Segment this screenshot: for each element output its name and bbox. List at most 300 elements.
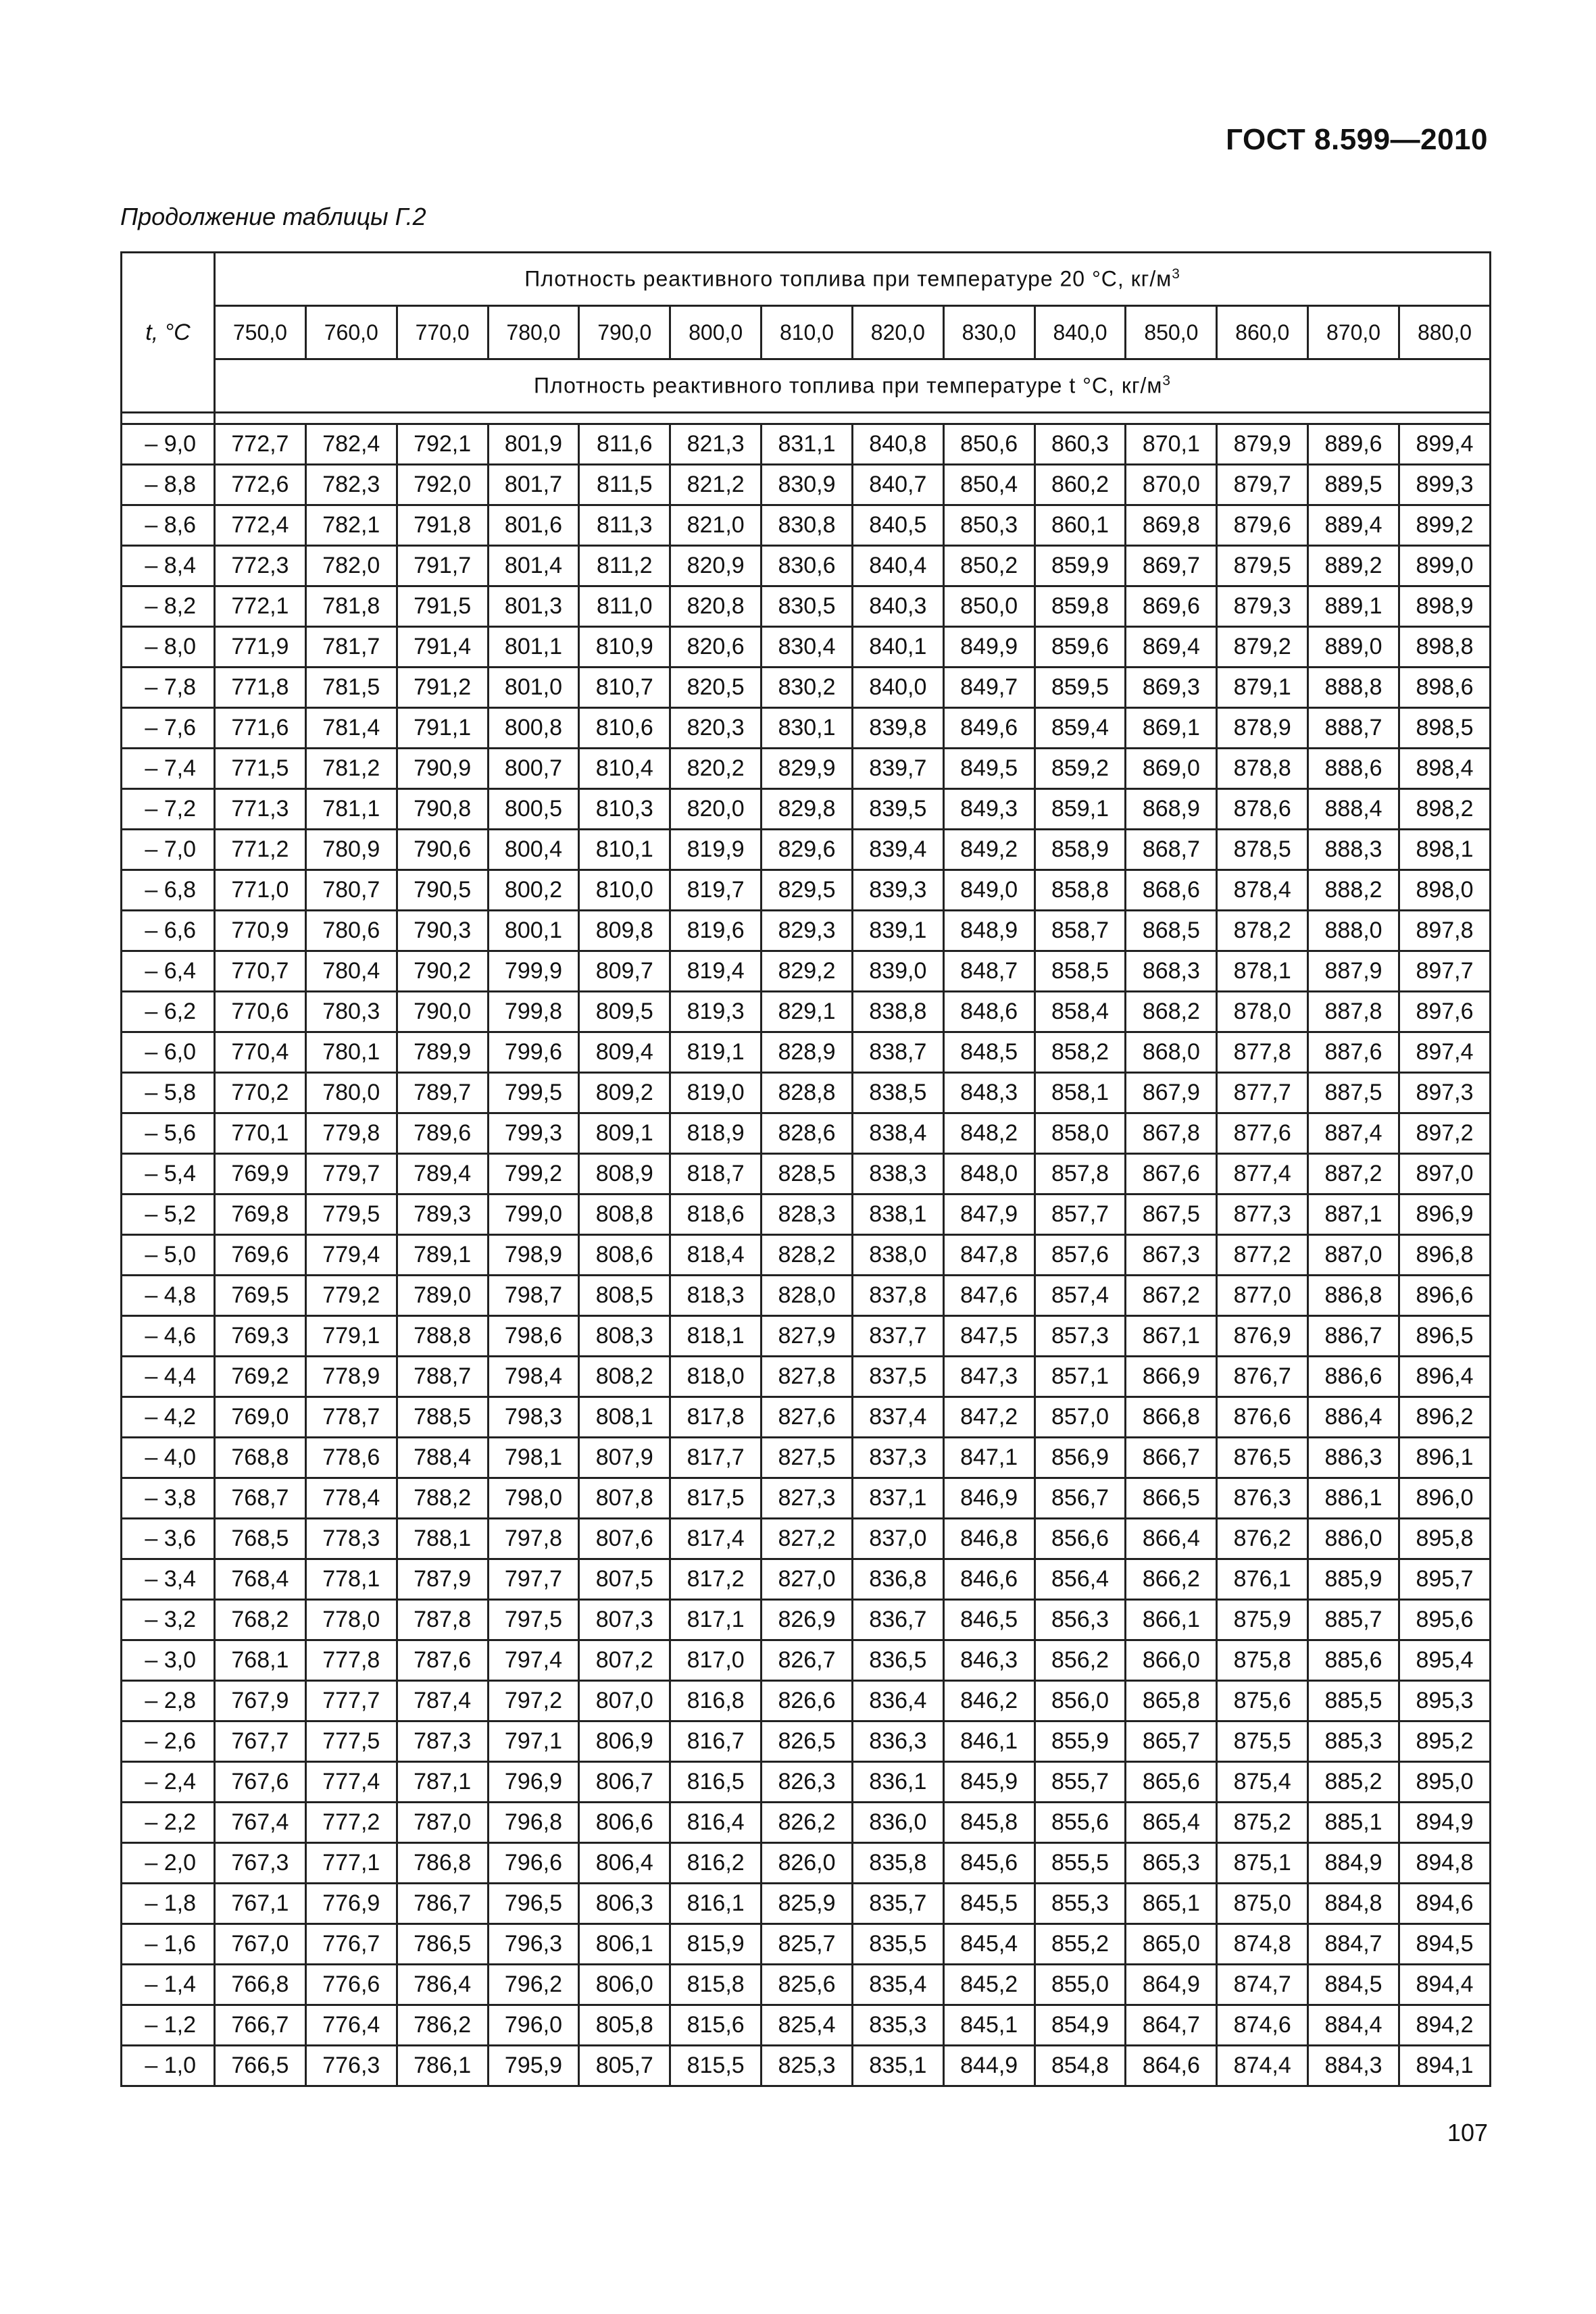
- density-cell: 782,1: [305, 505, 397, 546]
- temperature-cell: – 4,8: [122, 1276, 215, 1316]
- density-cell: 816,7: [670, 1721, 762, 1762]
- density-cell: 875,0: [1217, 1884, 1308, 1924]
- density-cell: 869,7: [1126, 546, 1217, 586]
- density-cell: 888,6: [1308, 749, 1399, 789]
- density-cell: 768,2: [215, 1600, 306, 1640]
- density-cell: 828,6: [762, 1113, 853, 1154]
- density-cell: 805,7: [579, 2046, 670, 2086]
- density-cell: 770,1: [215, 1113, 306, 1154]
- density-cell: 885,2: [1308, 1762, 1399, 1803]
- temperature-cell: – 2,8: [122, 1681, 215, 1721]
- density-cell: 810,9: [579, 627, 670, 668]
- column-header: 810,0: [762, 306, 853, 359]
- density-cell: 826,3: [762, 1762, 853, 1803]
- temperature-cell: – 6,6: [122, 911, 215, 951]
- density-cell: 818,1: [670, 1316, 762, 1357]
- density-cell: 845,4: [943, 1924, 1034, 1965]
- density-cell: 799,5: [488, 1073, 579, 1113]
- density-cell: 887,5: [1308, 1073, 1399, 1113]
- density-cell: 819,7: [670, 870, 762, 911]
- density-cell: 845,1: [943, 2005, 1034, 2046]
- density-cell: 820,9: [670, 546, 762, 586]
- density-cell: 825,7: [762, 1924, 853, 1965]
- density-cell: 886,7: [1308, 1316, 1399, 1357]
- density-cell: 810,4: [579, 749, 670, 789]
- density-cell: 827,5: [762, 1438, 853, 1478]
- density-cell: 897,6: [1399, 992, 1490, 1032]
- density-cell: 847,8: [943, 1235, 1034, 1276]
- temperature-cell: – 1,6: [122, 1924, 215, 1965]
- density-cell: 829,2: [762, 951, 853, 992]
- density-cell: 858,0: [1034, 1113, 1126, 1154]
- density-cell: 790,6: [397, 830, 488, 870]
- density-cell: 840,4: [852, 546, 943, 586]
- density-cell: 788,8: [397, 1316, 488, 1357]
- density-cell: 811,2: [579, 546, 670, 586]
- density-cell: 838,3: [852, 1154, 943, 1194]
- temperature-cell: – 6,0: [122, 1032, 215, 1073]
- density-cell: 836,1: [852, 1762, 943, 1803]
- density-cell: 857,6: [1034, 1235, 1126, 1276]
- density-cell: 801,7: [488, 465, 579, 505]
- density-cell: 816,2: [670, 1843, 762, 1884]
- density-cell: 787,3: [397, 1721, 488, 1762]
- density-cell: 809,2: [579, 1073, 670, 1113]
- temperature-cell: – 3,2: [122, 1600, 215, 1640]
- density-cell: 876,1: [1217, 1559, 1308, 1600]
- density-cell: 809,8: [579, 911, 670, 951]
- density-cell: 886,8: [1308, 1276, 1399, 1316]
- density-cell: 849,6: [943, 708, 1034, 749]
- density-cell: 869,4: [1126, 627, 1217, 668]
- density-cell: 817,5: [670, 1478, 762, 1519]
- density-cell: 787,4: [397, 1681, 488, 1721]
- density-cell: 798,3: [488, 1397, 579, 1438]
- density-cell: 889,1: [1308, 586, 1399, 627]
- density-cell: 781,8: [305, 586, 397, 627]
- separator-cell: [215, 413, 1491, 424]
- density-cell: 808,2: [579, 1357, 670, 1397]
- density-cell: 865,6: [1126, 1762, 1217, 1803]
- density-cell: 896,4: [1399, 1357, 1490, 1397]
- density-cell: 797,4: [488, 1640, 579, 1681]
- density-cell: 808,1: [579, 1397, 670, 1438]
- density-cell: 887,2: [1308, 1154, 1399, 1194]
- density-cell: 779,8: [305, 1113, 397, 1154]
- density-cell: 897,7: [1399, 951, 1490, 992]
- density-cell: 898,8: [1399, 627, 1490, 668]
- density-cell: 820,3: [670, 708, 762, 749]
- density-cell: 885,7: [1308, 1600, 1399, 1640]
- density-cell: 868,6: [1126, 870, 1217, 911]
- density-cell: 858,4: [1034, 992, 1126, 1032]
- table-row: [122, 1357, 1491, 1397]
- density-cell: 826,9: [762, 1600, 853, 1640]
- temperature-cell: – 8,4: [122, 546, 215, 586]
- density-cell: 887,1: [1308, 1194, 1399, 1235]
- density-cell: 837,8: [852, 1276, 943, 1316]
- density-cell: 806,4: [579, 1843, 670, 1884]
- temperature-cell: – 3,6: [122, 1519, 215, 1559]
- density-cell: 807,5: [579, 1559, 670, 1600]
- density-cell: 859,6: [1034, 627, 1126, 668]
- density-cell: 792,0: [397, 465, 488, 505]
- density-cell: 858,1: [1034, 1073, 1126, 1113]
- density-cell: 780,0: [305, 1073, 397, 1113]
- density-cell: 864,9: [1126, 1965, 1217, 2005]
- density-table: [120, 251, 1491, 2087]
- temperature-cell: – 1,0: [122, 2046, 215, 2086]
- density-cell: 877,3: [1217, 1194, 1308, 1235]
- density-cell: 767,3: [215, 1843, 306, 1884]
- density-cell: 780,3: [305, 992, 397, 1032]
- density-cell: 768,4: [215, 1559, 306, 1600]
- density-cell: 820,6: [670, 627, 762, 668]
- density-cell: 884,8: [1308, 1884, 1399, 1924]
- density-cell: 825,3: [762, 2046, 853, 2086]
- table-caption: Продолжение таблицы Г.2: [120, 203, 426, 230]
- density-cell: 848,0: [943, 1154, 1034, 1194]
- table-row: [122, 789, 1491, 830]
- density-cell: 779,7: [305, 1154, 397, 1194]
- density-cell: 787,9: [397, 1559, 488, 1600]
- density-cell: 866,0: [1126, 1640, 1217, 1681]
- density-cell: 819,0: [670, 1073, 762, 1113]
- density-cell: 866,4: [1126, 1519, 1217, 1559]
- density-cell: 786,2: [397, 2005, 488, 2046]
- density-cell: 808,6: [579, 1235, 670, 1276]
- density-cell: 856,3: [1034, 1600, 1126, 1640]
- density-cell: 889,6: [1308, 424, 1399, 465]
- density-cell: 811,6: [579, 424, 670, 465]
- table-row: [122, 1965, 1491, 2005]
- density-cell: 780,7: [305, 870, 397, 911]
- density-cell: 790,2: [397, 951, 488, 992]
- density-cell: 865,0: [1126, 1924, 1217, 1965]
- density-cell: 858,5: [1034, 951, 1126, 992]
- density-cell: 818,9: [670, 1113, 762, 1154]
- density-cell: 898,6: [1399, 668, 1490, 708]
- table-row: [122, 1721, 1491, 1762]
- density-cell: 869,0: [1126, 749, 1217, 789]
- density-cell: 828,8: [762, 1073, 853, 1113]
- temperature-cell: – 3,8: [122, 1478, 215, 1519]
- density-cell: 866,9: [1126, 1357, 1217, 1397]
- density-cell: 887,9: [1308, 951, 1399, 992]
- density-cell: 801,3: [488, 586, 579, 627]
- density-cell: 836,8: [852, 1559, 943, 1600]
- density-cell: 778,4: [305, 1478, 397, 1519]
- density-cell: 815,8: [670, 1965, 762, 2005]
- temperature-cell: – 2,4: [122, 1762, 215, 1803]
- temperature-cell: – 6,2: [122, 992, 215, 1032]
- density-cell: 857,7: [1034, 1194, 1126, 1235]
- density-cell: 869,1: [1126, 708, 1217, 749]
- density-cell: 819,9: [670, 830, 762, 870]
- density-cell: 781,7: [305, 627, 397, 668]
- table-row: [122, 1681, 1491, 1721]
- density-cell: 800,2: [488, 870, 579, 911]
- density-cell: 769,2: [215, 1357, 306, 1397]
- density-cell: 827,8: [762, 1357, 853, 1397]
- density-cell: 857,4: [1034, 1276, 1126, 1316]
- density-cell: 859,2: [1034, 749, 1126, 789]
- density-cell: 840,3: [852, 586, 943, 627]
- density-cell: 820,2: [670, 749, 762, 789]
- density-cell: 825,6: [762, 1965, 853, 2005]
- temperature-cell: – 5,6: [122, 1113, 215, 1154]
- temperature-cell: – 7,6: [122, 708, 215, 749]
- density-cell: 777,1: [305, 1843, 397, 1884]
- density-cell: 768,7: [215, 1478, 306, 1519]
- density-cell: 869,6: [1126, 586, 1217, 627]
- density-cell: 796,9: [488, 1762, 579, 1803]
- density-cell: 858,9: [1034, 830, 1126, 870]
- density-cell: 849,2: [943, 830, 1034, 870]
- density-cell: 878,9: [1217, 708, 1308, 749]
- density-cell: 768,5: [215, 1519, 306, 1559]
- temperature-cell: – 5,8: [122, 1073, 215, 1113]
- table-row: [122, 1397, 1491, 1438]
- density-cell: 874,7: [1217, 1965, 1308, 2005]
- density-cell: 876,6: [1217, 1397, 1308, 1438]
- density-cell: 801,6: [488, 505, 579, 546]
- density-cell: 817,4: [670, 1519, 762, 1559]
- density-cell: 875,4: [1217, 1762, 1308, 1803]
- density-cell: 767,4: [215, 1803, 306, 1843]
- temperature-cell: – 9,0: [122, 424, 215, 465]
- density-cell: 777,4: [305, 1762, 397, 1803]
- density-cell: 789,6: [397, 1113, 488, 1154]
- density-cell: 896,1: [1399, 1438, 1490, 1478]
- density-cell: 865,8: [1126, 1681, 1217, 1721]
- density-cell: 789,9: [397, 1032, 488, 1073]
- density-cell: 800,5: [488, 789, 579, 830]
- table-row: [122, 2046, 1491, 2086]
- density-cell: 879,7: [1217, 465, 1308, 505]
- density-cell: 885,5: [1308, 1681, 1399, 1721]
- density-cell: 874,8: [1217, 1924, 1308, 1965]
- density-cell: 789,0: [397, 1276, 488, 1316]
- density-cell: 788,5: [397, 1397, 488, 1438]
- column-header: 790,0: [579, 306, 670, 359]
- density-cell: 856,0: [1034, 1681, 1126, 1721]
- density-cell: 796,6: [488, 1843, 579, 1884]
- density-cell: 801,9: [488, 424, 579, 465]
- density-cell: 778,6: [305, 1438, 397, 1478]
- density-cell: 776,6: [305, 1965, 397, 2005]
- density-cell: 888,8: [1308, 668, 1399, 708]
- density-cell: 770,7: [215, 951, 306, 992]
- density-cell: 856,7: [1034, 1478, 1126, 1519]
- density-cell: 845,5: [943, 1884, 1034, 1924]
- density-cell: 846,9: [943, 1478, 1034, 1519]
- density-cell: 878,4: [1217, 870, 1308, 911]
- density-cell: 829,6: [762, 830, 853, 870]
- density-cell: 836,7: [852, 1600, 943, 1640]
- density-cell: 817,1: [670, 1600, 762, 1640]
- density-cell: 874,6: [1217, 2005, 1308, 2046]
- density-cell: 884,7: [1308, 1924, 1399, 1965]
- density-cell: 895,6: [1399, 1600, 1490, 1640]
- density-cell: 831,1: [762, 424, 853, 465]
- density-cell: 868,5: [1126, 911, 1217, 951]
- density-cell: 777,7: [305, 1681, 397, 1721]
- density-cell: 868,2: [1126, 992, 1217, 1032]
- temperature-cell: – 5,4: [122, 1154, 215, 1194]
- density-cell: 818,6: [670, 1194, 762, 1235]
- density-cell: 875,6: [1217, 1681, 1308, 1721]
- column-header: 780,0: [488, 306, 579, 359]
- density-cell: 819,3: [670, 992, 762, 1032]
- density-cell: 867,3: [1126, 1235, 1217, 1276]
- density-cell: 847,2: [943, 1397, 1034, 1438]
- density-cell: 836,5: [852, 1640, 943, 1681]
- density-cell: 776,3: [305, 2046, 397, 2086]
- table-row: [122, 1803, 1491, 1843]
- density-cell: 766,5: [215, 2046, 306, 2086]
- density-cell: 799,0: [488, 1194, 579, 1235]
- density-cell: 777,5: [305, 1721, 397, 1762]
- density-cell: 819,6: [670, 911, 762, 951]
- density-cell: 879,2: [1217, 627, 1308, 668]
- density-cell: 895,7: [1399, 1559, 1490, 1600]
- density-cell: 827,2: [762, 1519, 853, 1559]
- density-cell: 888,7: [1308, 708, 1399, 749]
- temperature-cell: – 4,0: [122, 1438, 215, 1478]
- density-cell: 828,2: [762, 1235, 853, 1276]
- density-cell: 846,8: [943, 1519, 1034, 1559]
- density-cell: 875,1: [1217, 1843, 1308, 1884]
- density-cell: 840,5: [852, 505, 943, 546]
- temperature-cell: – 8,6: [122, 505, 215, 546]
- density-cell: 781,4: [305, 708, 397, 749]
- density-cell: 865,7: [1126, 1721, 1217, 1762]
- temperature-cell: – 6,4: [122, 951, 215, 992]
- density-cell: 786,8: [397, 1843, 488, 1884]
- density-cell: 806,0: [579, 1965, 670, 2005]
- density-cell: 809,4: [579, 1032, 670, 1073]
- density-cell: 870,0: [1126, 465, 1217, 505]
- density-cell: 845,9: [943, 1762, 1034, 1803]
- density-cell: 899,4: [1399, 424, 1490, 465]
- density-cell: 829,1: [762, 992, 853, 1032]
- density-cell: 898,9: [1399, 586, 1490, 627]
- density-cell: 807,0: [579, 1681, 670, 1721]
- density-cell: 887,4: [1308, 1113, 1399, 1154]
- table-row: [122, 992, 1491, 1032]
- top-title: Плотность реактивного топлива при температуре 20 °С, $кг/м^3$: [215, 253, 1491, 306]
- density-cell: 791,8: [397, 505, 488, 546]
- density-cell: 827,6: [762, 1397, 853, 1438]
- density-cell: 789,1: [397, 1235, 488, 1276]
- table-row: [122, 749, 1491, 789]
- density-cell: 896,6: [1399, 1276, 1490, 1316]
- density-cell: 787,8: [397, 1600, 488, 1640]
- density-cell: 769,8: [215, 1194, 306, 1235]
- density-cell: 790,9: [397, 749, 488, 789]
- density-cell: 858,8: [1034, 870, 1126, 911]
- temperature-cell: – 2,2: [122, 1803, 215, 1843]
- column-header: 840,0: [1034, 306, 1126, 359]
- density-cell: 867,9: [1126, 1073, 1217, 1113]
- temperature-cell: – 8,8: [122, 465, 215, 505]
- density-cell: 809,7: [579, 951, 670, 992]
- density-cell: 846,6: [943, 1559, 1034, 1600]
- density-cell: 894,2: [1399, 2005, 1490, 2046]
- density-cell: 857,0: [1034, 1397, 1126, 1438]
- density-cell: 825,4: [762, 2005, 853, 2046]
- density-cell: 894,1: [1399, 2046, 1490, 2086]
- density-cell: 766,8: [215, 1965, 306, 2005]
- density-cell: 800,8: [488, 708, 579, 749]
- density-cell: 877,0: [1217, 1276, 1308, 1316]
- density-cell: 767,6: [215, 1762, 306, 1803]
- density-cell: 791,5: [397, 586, 488, 627]
- density-cell: 817,7: [670, 1438, 762, 1478]
- table-row: [122, 1559, 1491, 1600]
- density-cell: 885,6: [1308, 1640, 1399, 1681]
- density-cell: 879,5: [1217, 546, 1308, 586]
- table-row: [122, 465, 1491, 505]
- density-cell: 836,0: [852, 1803, 943, 1843]
- density-cell: 788,1: [397, 1519, 488, 1559]
- density-cell: 808,5: [579, 1276, 670, 1316]
- table-row: [122, 1519, 1491, 1559]
- density-cell: 769,3: [215, 1316, 306, 1357]
- density-cell: 809,1: [579, 1113, 670, 1154]
- header-row-top: [122, 253, 1491, 306]
- table-body: [122, 424, 1491, 2086]
- density-cell: 895,2: [1399, 1721, 1490, 1762]
- density-cell: 848,5: [943, 1032, 1034, 1073]
- density-cell: 868,7: [1126, 830, 1217, 870]
- density-cell: 860,3: [1034, 424, 1126, 465]
- density-cell: 810,6: [579, 708, 670, 749]
- density-cell: 894,4: [1399, 1965, 1490, 2005]
- density-cell: 829,5: [762, 870, 853, 911]
- table-row: [122, 951, 1491, 992]
- density-cell: 778,7: [305, 1397, 397, 1438]
- density-cell: 886,3: [1308, 1438, 1399, 1478]
- table-row: [122, 1194, 1491, 1235]
- density-cell: 811,5: [579, 465, 670, 505]
- bottom-title: Плотность реактивного топлива при температуре t °С, $кг/м^3$: [215, 359, 1491, 413]
- density-cell: 806,1: [579, 1924, 670, 1965]
- density-cell: 830,1: [762, 708, 853, 749]
- density-cell: 826,5: [762, 1721, 853, 1762]
- density-cell: 829,3: [762, 911, 853, 951]
- density-cell: 796,2: [488, 1965, 579, 2005]
- page-number: 107: [1447, 2119, 1488, 2146]
- density-cell: 800,7: [488, 749, 579, 789]
- density-cell: 876,7: [1217, 1357, 1308, 1397]
- density-cell: 878,0: [1217, 992, 1308, 1032]
- density-cell: 790,5: [397, 870, 488, 911]
- density-cell: 896,9: [1399, 1194, 1490, 1235]
- density-cell: 768,8: [215, 1438, 306, 1478]
- density-cell: 857,8: [1034, 1154, 1126, 1194]
- density-cell: 772,4: [215, 505, 306, 546]
- density-cell: 847,6: [943, 1276, 1034, 1316]
- density-cell: 780,1: [305, 1032, 397, 1073]
- density-cell: 769,9: [215, 1154, 306, 1194]
- density-cell: 770,9: [215, 911, 306, 951]
- density-cell: 855,5: [1034, 1843, 1126, 1884]
- column-header: 880,0: [1399, 306, 1490, 359]
- density-cell: 849,5: [943, 749, 1034, 789]
- density-cell: 809,5: [579, 992, 670, 1032]
